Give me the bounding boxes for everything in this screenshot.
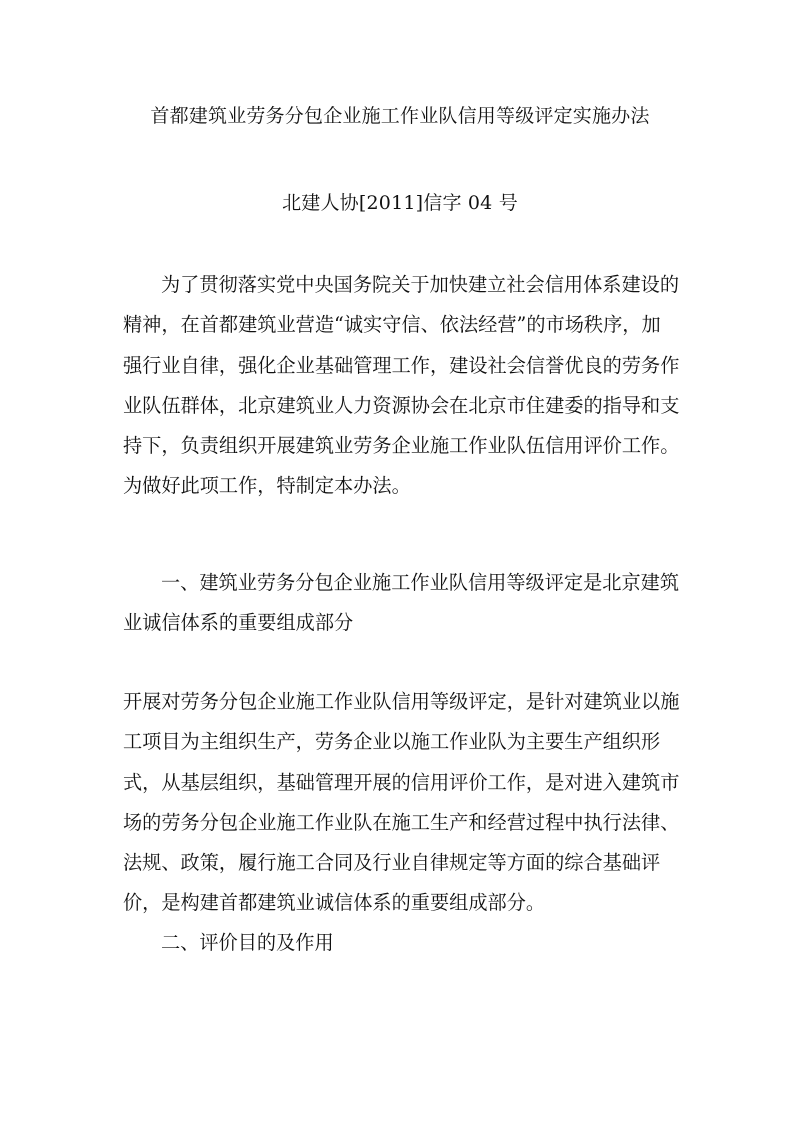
paragraph-line: 强行业自律，强化企业基础管理工作，建设社会信誉优良的劳务作 — [123, 353, 680, 377]
document-number: 北建人协[2011]信字 04 号 — [282, 192, 518, 214]
paragraph-line: 场的劳务分包企业施工作业队在施工生产和经营过程中执行法律、 — [123, 810, 680, 834]
section-1-heading — [123, 563, 683, 644]
paragraph-line: 业队伍群体，北京建筑业人力资源协会在北京市住建委的指导和支 — [123, 393, 680, 417]
section-1-body — [123, 682, 683, 924]
heading-line: 一、建筑业劳务分包企业施工作业队信用等级评定是北京建筑 — [161, 571, 680, 594]
paragraph-line: 工项目为主组织生产，劳务企业以施工作业队为主要生产组织形 — [123, 730, 661, 754]
paragraph-line: 式，从基层组织，基础管理开展的信用评价工作，是对进入建筑市 — [123, 770, 680, 794]
paragraph-line: 法规、政策，履行施工合同及行业自律规定等方面的综合基础评 — [123, 851, 661, 875]
paragraph-line: 为做好此项工作，特制定本办法。 — [123, 474, 411, 498]
intro-paragraph — [123, 265, 683, 507]
paragraph-line: 为了贯彻落实党中央国务院关于加快建立社会信用体系建设的 — [161, 273, 680, 296]
heading-line: 二、评价目的及作用 — [161, 931, 334, 954]
section-2-heading — [123, 923, 683, 963]
heading-line: 业诚信体系的重要组成部分 — [123, 611, 354, 635]
paragraph-line: 精神，在首都建筑业营造“诚实守信、依法经营”的市场秩序，加 — [123, 313, 661, 337]
paragraph-line: 开展对劳务分包企业施工作业队信用等级评定，是针对建筑业以施 — [123, 690, 680, 713]
document-title: 首都建筑业劳务分包企业施工作业队信用等级评定实施办法 — [150, 105, 650, 127]
paragraph-line: 持下，负责组织开展建筑业劳务企业施工作业队伍信用评价工作。 — [123, 434, 680, 458]
paragraph-line: 价，是构建首都建筑业诚信体系的重要组成部分。 — [123, 891, 546, 915]
